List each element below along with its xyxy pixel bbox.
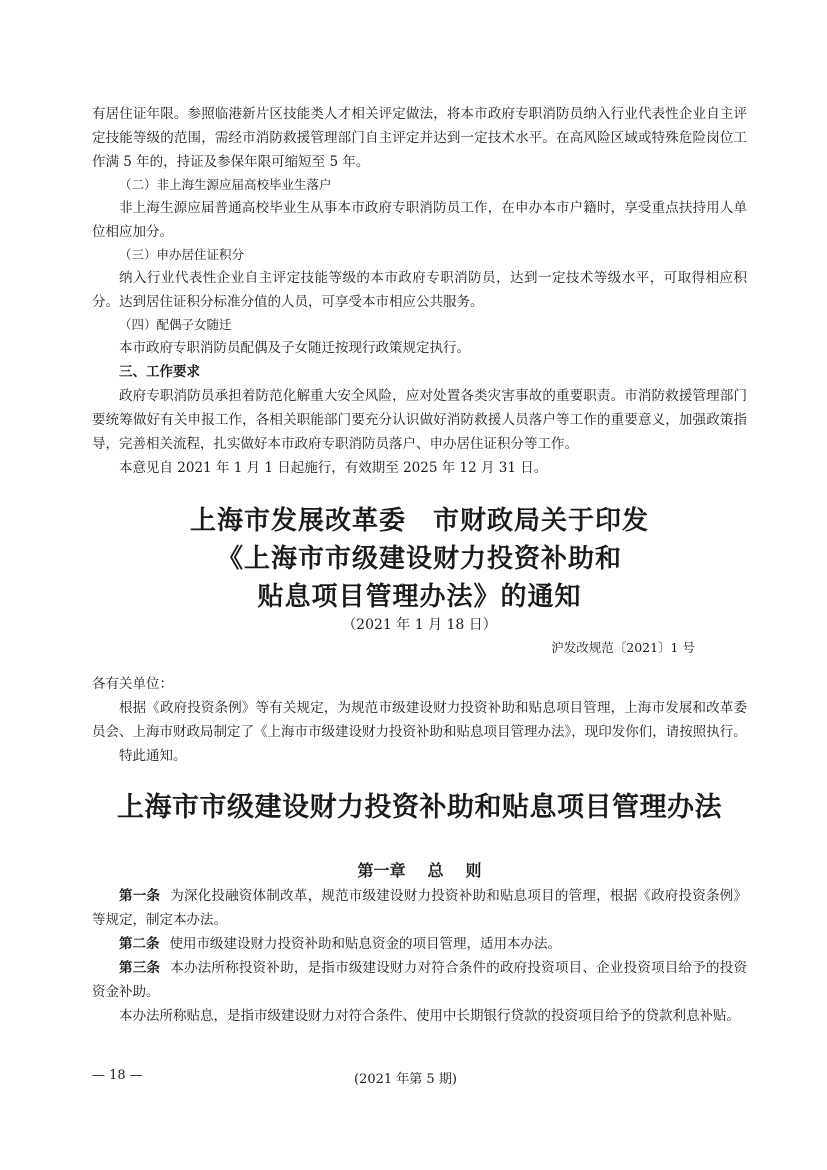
paragraph-effective-date: 本意见自 2021 年 1 月 1 日起施行，有效期至 2025 年 12 月 31 日。 [119,460,548,476]
document-number: 沪发改规范〔2021〕1 号 [551,640,695,655]
article-1 [92,884,747,932]
paragraph-graduate-hukou: 非上海生源应届普通高校毕业生从事本市政府专职消防员工作，在申办本市户籍时，享受重点扶持用人单位相应加分。 [92,200,747,240]
document-page [92,102,747,1028]
chapter-heading [92,858,747,884]
issue-label: (2021 年第 5 期) [354,1072,457,1087]
notice-title-line-3: 贴息项目管理办法》的通知 [257,582,582,612]
notice-title-line-1: 上海市发展改革委 市财政局关于印发 [189,506,649,536]
chapter-title-char-1: 总 [427,861,444,880]
page-number: — 18 — [92,1068,143,1083]
notice-date: （2021 年 1 月 18 日） [342,617,497,633]
article-3 [92,956,747,1004]
article-3-text: 本办法所称投资补助，是指市级建设财力对符合条件的政府投资项目、企业投资项目给予的投资资金补助。 [92,960,748,1000]
chapter-number: 第一章 [357,861,406,880]
notice-addressee: 各有关单位： [92,676,173,692]
article-2 [92,932,747,956]
article-1-label: 第一条 [119,888,161,904]
notice-closing: 特此通知。 [119,748,187,764]
article-3-paragraph-2: 本办法所称贴息，是指市级建设财力对符合条件、使用中长期银行贷款的投资项目给予的贷款利息补贴。 [119,1008,740,1024]
chapter-title-char-2: 则 [465,861,482,880]
notice-body: 根据《政府投资条例》等有关规定，为规范市级建设财力投资补助和贴息项目管理，上海市发展和改革委员会、上海市财政局制定了《上海市市级建设财力投资补助和贴息项目管理办法》，现印发你们，请按照执行。 [92,700,747,740]
section-heading-work-requirements: 三、工作要求 [119,364,200,380]
notice-title [92,502,747,616]
paragraph-work-requirements: 政府专职消防员承担着防范化解重大安全风险，应对处置各类灾害事故的重要职责。市消防救援管理部门要统筹做好有关申报工作，各相关职能部门要充分认识做好消防救援人员落户等工作的重要意义，加强政策指导，完善相关流程，扎实做好本市政府专职消防员落户、申办居住证积分等工作。 [92,388,747,452]
article-3-label: 第三条 [119,960,161,976]
paragraph-family-relocation: 本市政府专职消防员配偶及子女随迁按现行政策规定执行。 [119,340,470,356]
paragraph-residence-points: 纳入行业代表性企业自主评定技能等级的本市政府专职消防员，达到一定技术等级水平，可取得相应积分。达到居住证积分标准分值的人员，可享受本市相应公共服务。 [92,270,747,310]
article-2-text: 使用市级建设财力投资补助和贴息资金的项目管理，适用本办法。 [169,936,561,952]
notice-title-line-2: 《上海市市级建设财力投资补助和 [216,544,622,574]
subheading-family-relocation: （四）配偶子女随迁 [119,317,232,332]
subheading-graduate-hukou: （二）非上海生源应届高校毕业生落户 [119,177,332,192]
measures-title: 上海市市级建设财力投资补助和贴息项目管理办法 [117,792,722,823]
article-1-text: 为深化投融资体制改革，规范市级建设财力投资补助和贴息项目的管理，根据《政府投资条例》等规定，制定本办法。 [92,888,748,928]
paragraph-residence-years: 有居住证年限。参照临港新片区技能类人才相关评定做法，将本市政府专职消防员纳入行业代表性企业自主评定技能等级的范围，需经市消防救援管理部门自主评定并达到一定技术水平。在高风险区域或特殊危险岗位工作满 5 年的，持证及参保年限可缩短至 5 年。 [92,106,747,170]
article-2-label: 第二条 [119,936,160,952]
page-footer [92,1068,747,1092]
subheading-residence-points: （三）申办居住证积分 [119,247,245,262]
